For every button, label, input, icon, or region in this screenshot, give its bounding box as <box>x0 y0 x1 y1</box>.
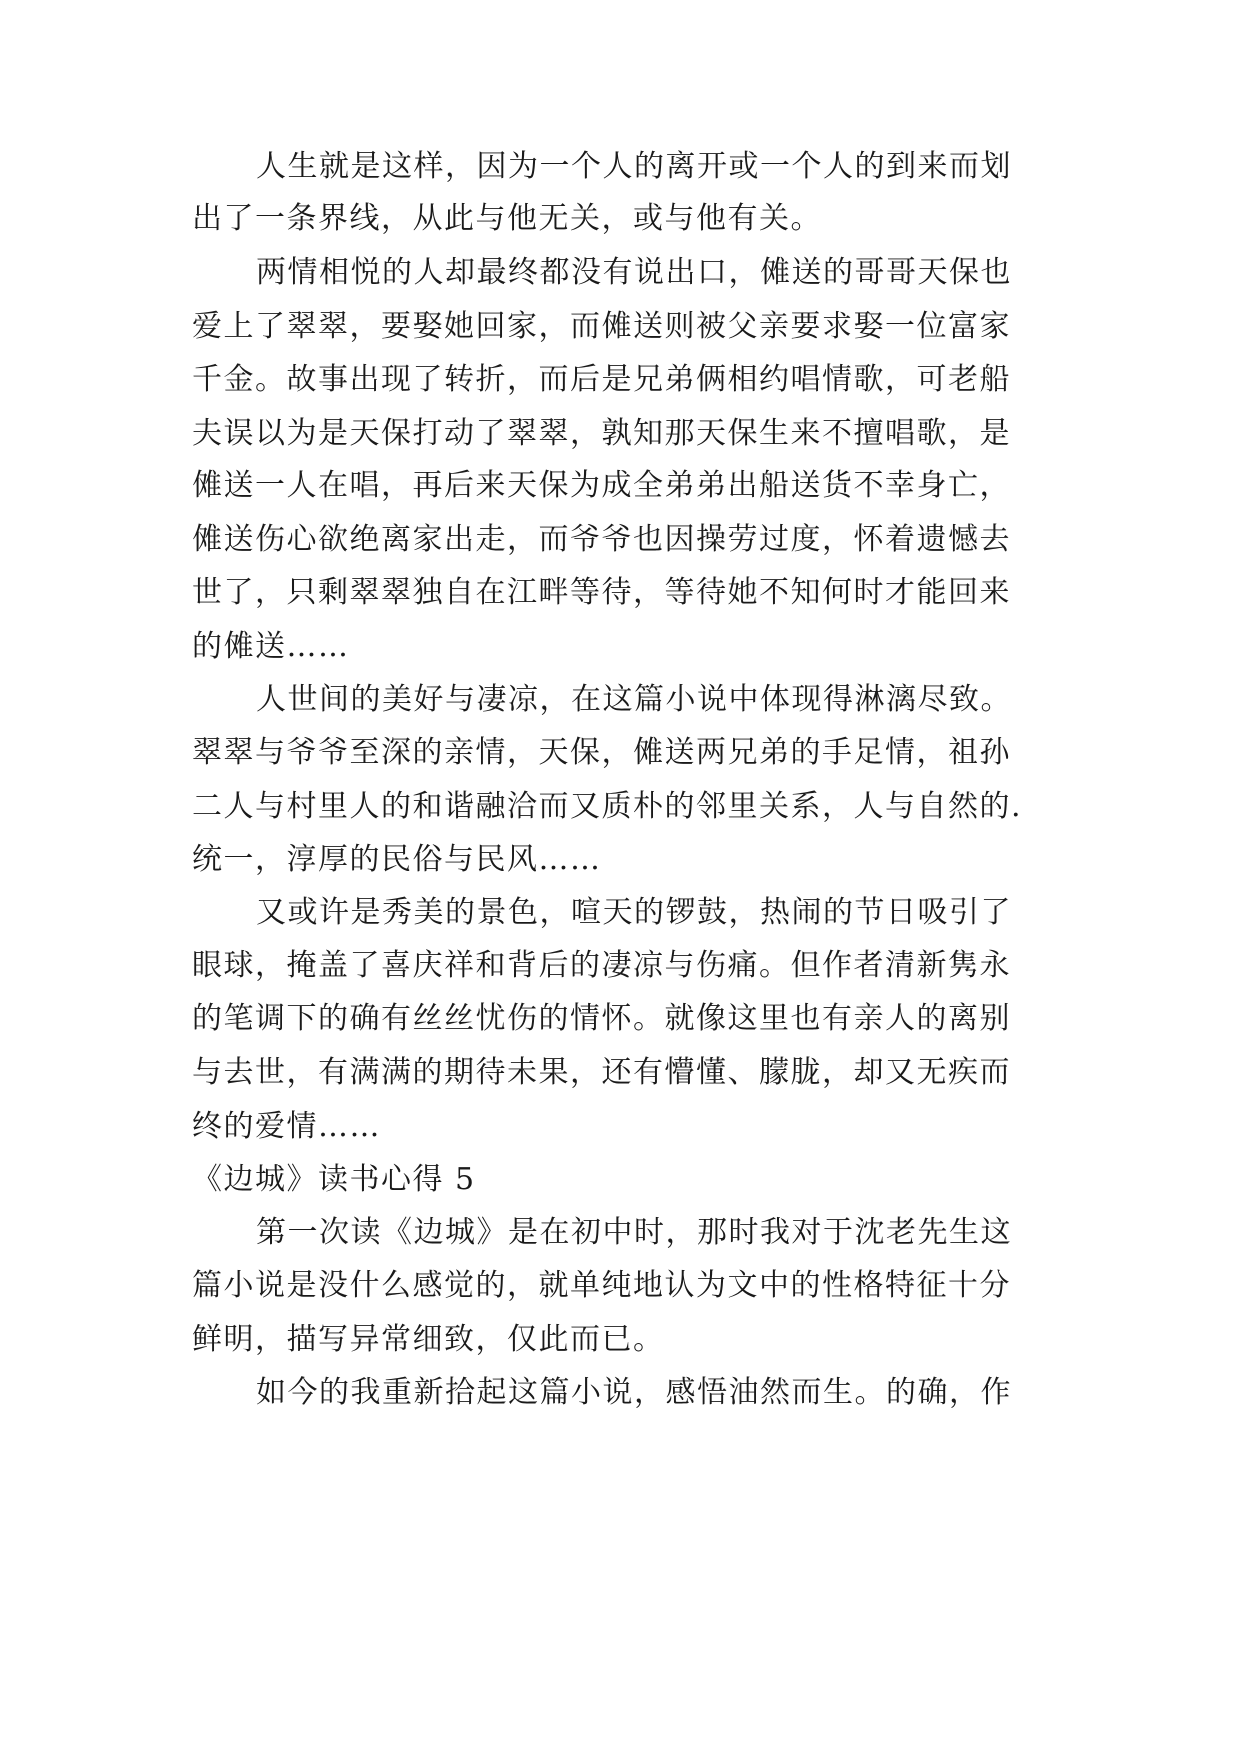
text-line: 的傩送…… <box>192 629 350 664</box>
text-line: 统一，淳厚的民俗与民风…… <box>192 842 602 877</box>
text-line: 傩送一人在唱，再后来天保为成全弟弟出船送货不幸身亡， <box>192 468 1011 503</box>
text-line: 千金。故事出现了转折，而后是兄弟俩相约唱情歌，可老船 <box>192 362 1011 397</box>
text-line: 翠翠与爷爷至深的亲情，天保，傩送两兄弟的手足情，祖孙 <box>192 735 1011 770</box>
text-line: 爱上了翠翠，要娶她回家，而傩送则被父亲要求娶一位富家 <box>192 309 1011 344</box>
section-heading: 《边城》读书心得 5 <box>192 1162 476 1197</box>
text-line: 人世间的美好与凄凉，在这篇小说中体现得淋漓尽致。 <box>256 682 1012 717</box>
text-line: 世了，只剩翠翠独自在江畔等待，等待她不知何时才能回来 <box>192 575 1011 610</box>
text-line: 的笔调下的确有丝丝忧伤的情怀。就像这里也有亲人的离别 <box>192 1001 1011 1036</box>
text-line: 傩送伤心欲绝离家出走，而爷爷也因操劳过度，怀着遗憾去 <box>192 522 1011 557</box>
text-line: 与去世，有满满的期待未果，还有懵懂、朦胧，却又无疾而 <box>192 1055 1011 1090</box>
text-line: 夫误以为是天保打动了翠翠，孰知那天保生来不擅唱歌，是 <box>192 416 1011 451</box>
text-line: 眼球，掩盖了喜庆祥和背后的凄凉与伤痛。但作者清新隽永 <box>192 948 1011 983</box>
text-line: 终的爱情…… <box>192 1109 381 1144</box>
text-line: 篇小说是没什么感觉的，就单纯地认为文中的性格特征十分 <box>192 1268 1011 1303</box>
text-line: 又或许是秀美的景色，喧天的锣鼓，热闹的节日吸引了 <box>256 895 1012 930</box>
text-line: 第一次读《边城》是在初中时，那时我对于沈老先生这 <box>256 1215 1012 1250</box>
text-line: 人生就是这样，因为一个人的离开或一个人的到来而划 <box>256 149 1012 184</box>
text-line: 二人与村里人的和谐融洽而又质朴的邻里关系，人与自然的. <box>192 789 1023 824</box>
text-line: 两情相悦的人却最终都没有说出口，傩送的哥哥天保也 <box>256 255 1012 290</box>
text-line: 如今的我重新拾起这篇小说，感悟油然而生。的确，作 <box>256 1375 1012 1410</box>
text-line: 出了一条界线，从此与他无关，或与他有关。 <box>192 201 822 236</box>
text-line: 鲜明，描写异常细致，仅此而已。 <box>192 1322 665 1357</box>
